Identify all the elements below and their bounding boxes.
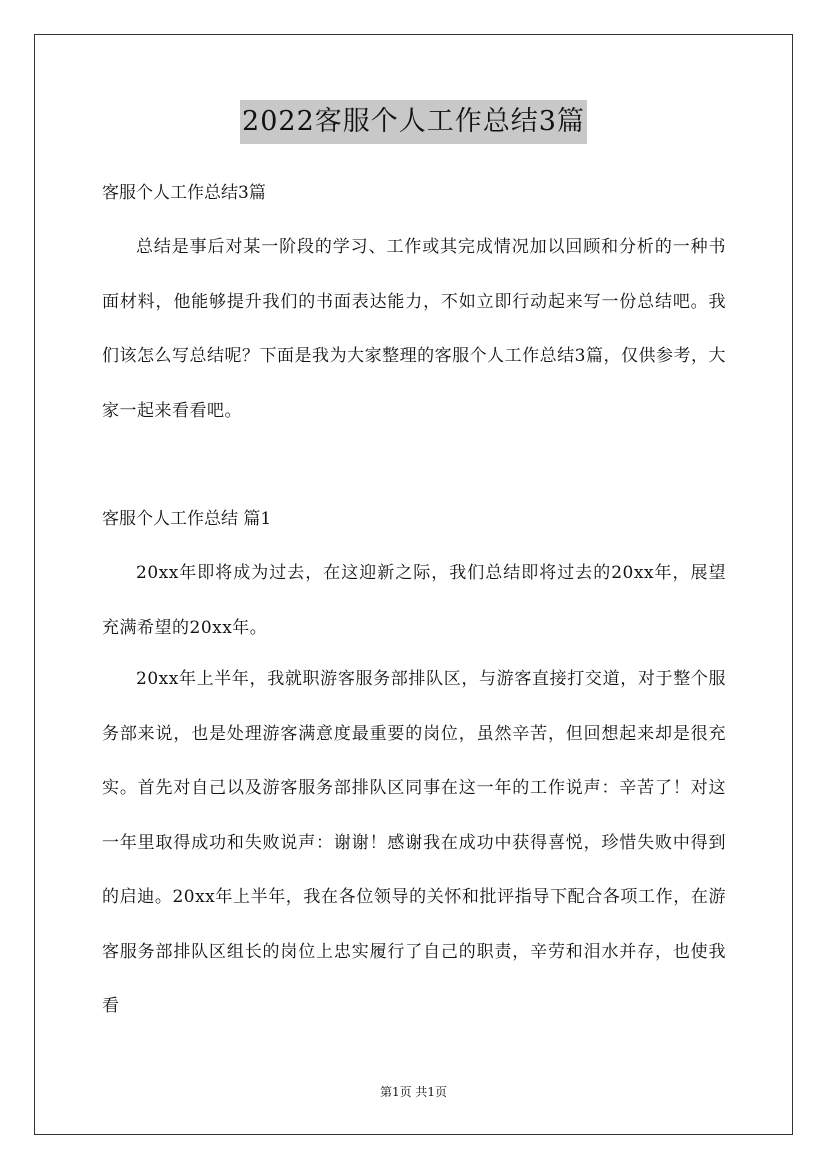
page-number-footer: 第1页 共1页 — [379, 1085, 448, 1099]
section-heading-part-1: 客服个人工作总结 篇1 — [102, 509, 272, 529]
body-paragraph: 20xx年上半年，我就职游客服务部排队区，与游客直接打交道，对于整个服务部来说，也是处理游客满意度最重要的岗位，虽然辛苦，但回想起来却是很充实。首先对自己以及游客服务部排队区同事在这一年的工作说声：辛苦了！对这一年里取得成功和失败说声：谢谢！感谢我在成功中获得喜悦，珍惜失败中得到的启迪。20xx年上半年，我在各位领导的关怀和批评指导下配合各项工作，在游客服务部排队区组长的岗位上忠实履行了自己的职责，辛劳和泪水并存，也使我看 — [102, 669, 726, 1016]
title-container — [0, 100, 827, 144]
intro-paragraph: 总结是事后对某一阶段的学习、工作或其完成情况加以回顾和分析的一种书面材料，他能够提升我们的书面表达能力，不如立即行动起来写一份总结吧。我们该怎么写总结呢？下面是我为大家整理的客服个人工作总结3篇，仅供参考，大家一起来看看吧。 — [102, 237, 726, 421]
body-paragraph: 20xx年即将成为过去，在这迎新之际，我们总结即将过去的20xx年，展望充满希望的20xx年。 — [102, 563, 726, 638]
section-heading: 客服个人工作总结3篇 — [102, 183, 266, 203]
document-title: 2022客服个人工作总结3篇 — [240, 100, 587, 144]
